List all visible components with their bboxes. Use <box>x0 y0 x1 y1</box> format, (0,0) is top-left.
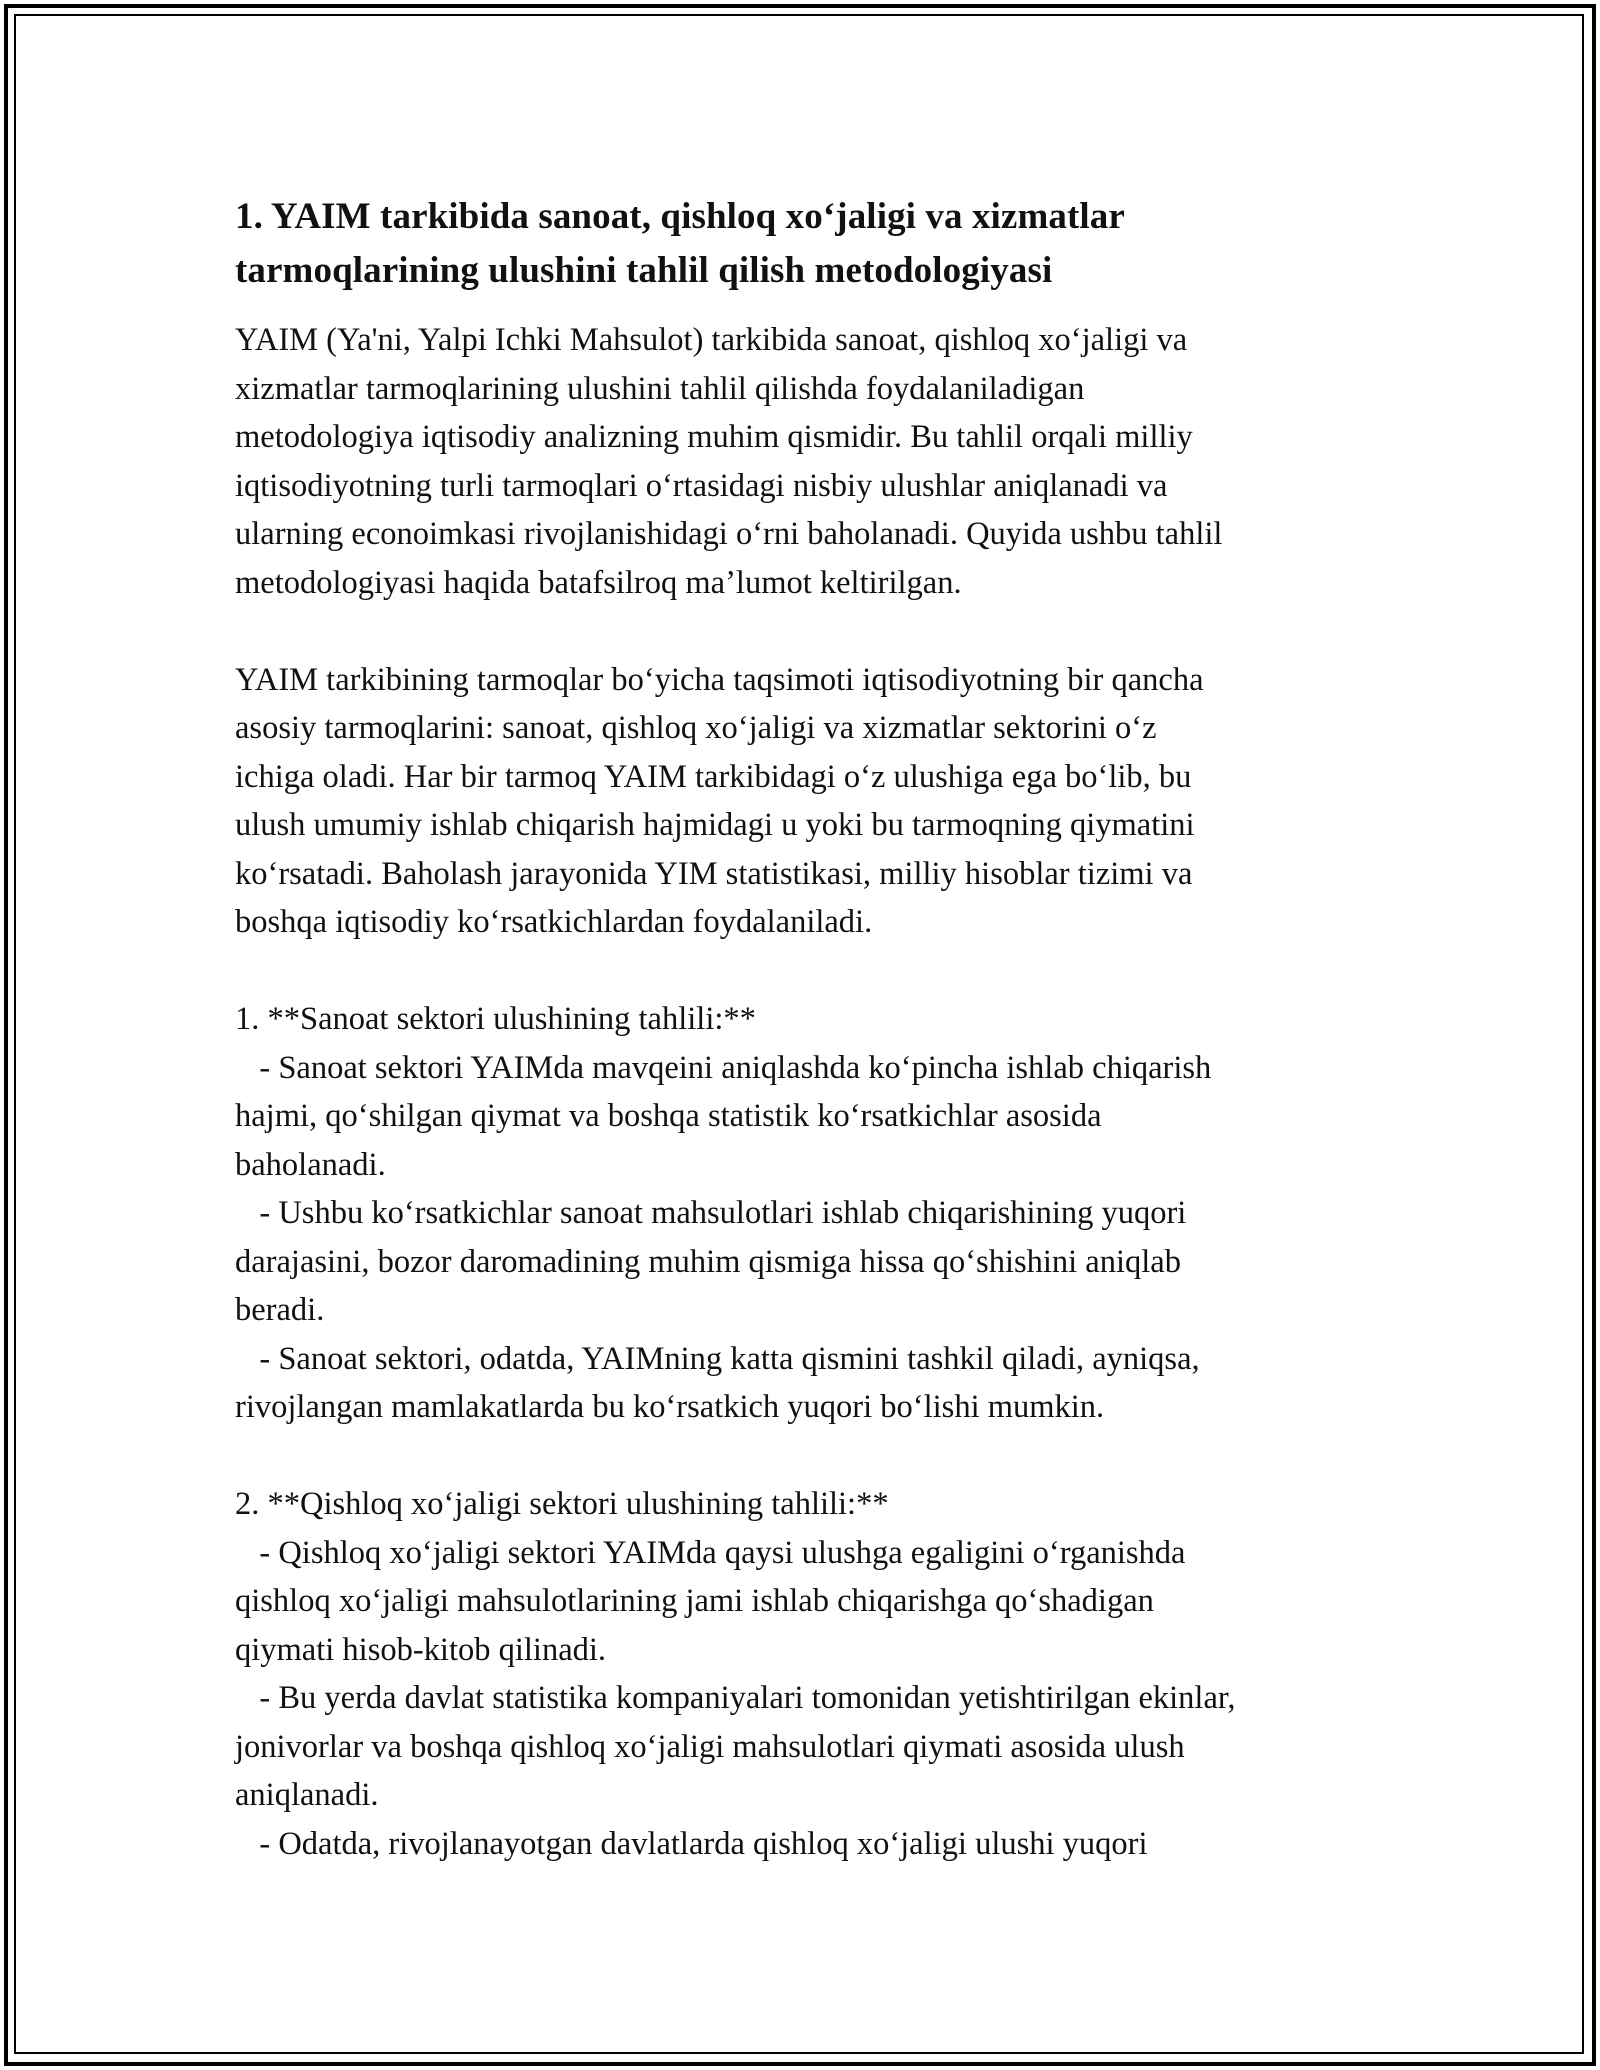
text-line: - Bu yerda davlat statistika kompaniyalari tomonidan yetishtirilgan ekinlar, <box>235 1680 1236 1716</box>
text-line: - Sanoat sektori YAIMda mavqeini aniqlashda koʻpincha ishlab chiqarish <box>235 1049 1212 1086</box>
text-line: koʻrsatadi. Baholash jarayonida YIM statistikasi, milliy hisoblar tizimi va <box>235 855 1193 892</box>
text-line: asosiy tarmoqlarini: sanoat, qishloq xoʻjaligi va xizmatlar sektorini oʻz <box>235 710 1157 746</box>
text-line: beradi. <box>235 1292 325 1328</box>
text-line: hajmi, qoʻshilgan qiymat va boshqa statistik koʻrsatkichlar asosida <box>235 1098 1102 1134</box>
list-item-heading: 2. **Qishloq xoʻjaligi sektori ulushining tahlili:** <box>235 1486 889 1522</box>
text-line: - Odatda, rivojlanayotgan davlatlarda qishloq xoʻjaligi ulushi yuqori <box>235 1825 1148 1862</box>
document-body <box>235 190 1395 1868</box>
text-line: metodologiyasi haqida batafsilroq maʼlumot keltirilgan. <box>235 564 962 601</box>
heading-line: 1. YAIM tarkibida sanoat, qishloq xoʻjaligi va xizmatlar <box>235 196 1125 237</box>
text-line: baholanadi. <box>235 1146 386 1183</box>
text-line: qishloq xoʻjaligi mahsulotlarining jami ishlab chiqarishga qoʻshadigan <box>235 1583 1154 1619</box>
text-line: YAIM tarkibining tarmoqlar boʻyicha taqsimoti iqtisodiyotning bir qancha <box>235 661 1204 698</box>
text-line: boshqa iqtisodiy koʻrsatkichlardan foydalaniladi. <box>235 904 873 940</box>
text-line: qiymati hisob-kitob qilinadi. <box>235 1631 607 1668</box>
text-line: - Ushbu koʻrsatkichlar sanoat mahsulotlari ishlab chiqarishining yuqori <box>235 1195 1187 1231</box>
section-2-agriculture <box>235 1480 1395 1868</box>
text-line: YAIM (Ya'ni, Yalpi Ichki Mahsulot) tarkibida sanoat, qishloq xoʻjaligi va <box>235 322 1188 358</box>
intro-paragraph <box>235 316 1395 607</box>
text-line: jonivorlar va boshqa qishloq xoʻjaligi mahsulotlari qiymati asosida ulush <box>235 1728 1185 1765</box>
text-line: iqtisodiyotning turli tarmoqlari oʻrtasidagi nisbiy ulushlar aniqlanadi va <box>235 467 1168 504</box>
section-heading <box>235 190 1395 298</box>
heading-line: tarmoqlarining ulushini tahlil qilish metodologiyasi <box>235 250 1053 291</box>
list-item-heading: 1. **Sanoat sektori ulushining tahlili:** <box>235 1001 756 1037</box>
text-line: ulush umumiy ishlab chiqarish hajmidagi u yoki bu tarmoqning qiymatini <box>235 807 1195 843</box>
paragraph-gap <box>235 947 1395 996</box>
section-1-industry <box>235 995 1395 1432</box>
overview-paragraph <box>235 656 1395 947</box>
text-line: aniqlanadi. <box>235 1777 379 1813</box>
text-line: - Qishloq xoʻjaligi sektori YAIMda qaysi ulushga egaligini oʻrganishda <box>235 1534 1186 1571</box>
text-line: xizmatlar tarmoqlarining ulushini tahlil qilishda foydalaniladigan <box>235 370 1085 407</box>
text-line: metodologiya iqtisodiy analizning muhim qismidir. Bu tahlil orqali milliy <box>235 419 1193 455</box>
text-line: rivojlangan mamlakatlarda bu koʻrsatkich yuqori boʻlishi mumkin. <box>235 1389 1105 1425</box>
text-line: darajasini, bozor daromadining muhim qismiga hissa qoʻshishini aniqlab <box>235 1243 1181 1280</box>
paragraph-gap <box>235 607 1395 656</box>
paragraph-gap <box>235 1432 1395 1481</box>
text-line: ichiga oladi. Har bir tarmoq YAIM tarkibidagi oʻz ulushiga ega boʻlib, bu <box>235 758 1192 795</box>
text-line: ularning econoimkasi rivojlanishidagi oʻrni baholanadi. Quyida ushbu tahlil <box>235 516 1223 552</box>
text-line: - Sanoat sektori, odatda, YAIMning katta qismini tashkil qiladi, ayniqsa, <box>235 1340 1200 1377</box>
